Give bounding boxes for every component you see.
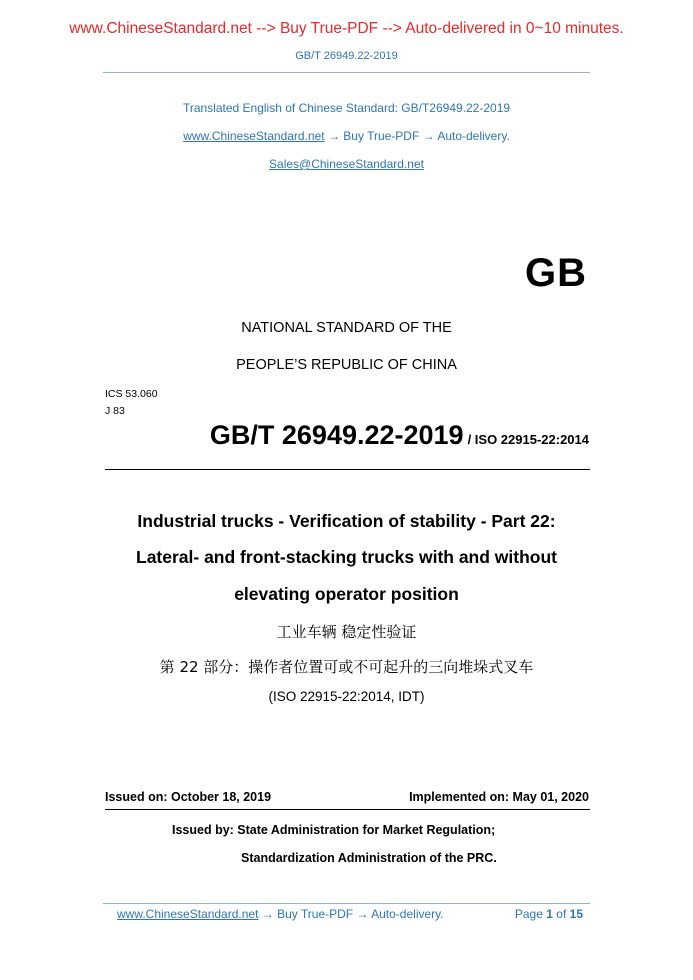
page-total: 15 xyxy=(569,907,583,921)
national-standard-line2: PEOPLE’S REPUBLIC OF CHINA xyxy=(236,357,457,373)
of-label: of xyxy=(556,907,567,921)
sales-email-link[interactable]: Sales@ChineseStandard.net xyxy=(269,157,424,171)
page-indicator xyxy=(515,907,583,921)
title-line-2: Lateral- and front-stacking trucks with and without xyxy=(136,547,557,567)
footer-buy-text: → Buy True-PDF → Auto-delivery. xyxy=(261,907,444,921)
national-standard-line1: NATIONAL STANDARD OF THE xyxy=(241,320,452,336)
top-banner[interactable]: www.ChineseStandard.net --> Buy True-PDF --> Auto-delivered in 0~10 minutes. xyxy=(69,20,624,37)
dates-divider xyxy=(105,809,590,810)
issued-by-line-2: Standardization Administration of the PRC. xyxy=(241,851,497,865)
page-label: Page xyxy=(514,907,543,921)
title-line-3: elevating operator position xyxy=(234,584,459,604)
gb-logo: GB xyxy=(525,251,587,295)
iso-equivalence: (ISO 22915-22:2014, IDT) xyxy=(268,689,425,704)
header-divider xyxy=(103,72,590,73)
ics-code: ICS 53.060 xyxy=(105,388,158,400)
standard-number: GB/T 26949.22-2019 xyxy=(209,420,464,450)
sales-line xyxy=(0,157,693,171)
issued-on-date: Issued on: October 18, 2019 xyxy=(105,790,272,804)
chinese-title-line-1: 工业车辆 稳定性验证 xyxy=(276,623,417,641)
standard-number-line xyxy=(210,420,589,451)
buy-text: → Buy True-PDF → Auto-delivery. xyxy=(327,129,510,143)
buy-line xyxy=(0,129,693,143)
translated-notice: Translated English of Chinese Standard: GB/T26949.22-2019 xyxy=(182,101,511,115)
ccs-code: J 83 xyxy=(105,405,125,417)
site-link[interactable]: www.ChineseStandard.net xyxy=(183,129,325,143)
page-current: 1 xyxy=(546,907,553,921)
standard-divider xyxy=(105,469,590,470)
issued-by-line-1: Issued by: State Administration for Market Regulation; xyxy=(172,823,496,837)
footer-buy-line xyxy=(117,907,444,921)
chinese-title-line-2: 第 22 部分：操作者位置可或不可起升的三向堆垛式叉车 xyxy=(159,658,534,676)
footer-site-link[interactable]: www.ChineseStandard.net xyxy=(117,907,259,921)
footer-divider xyxy=(103,903,590,904)
iso-reference: / ISO 22915-22:2014 xyxy=(467,432,589,447)
title-line-1: Industrial trucks - Verification of stability - Part 22: xyxy=(137,511,556,531)
header-standard-number: GB/T 26949.22-2019 xyxy=(295,50,398,62)
implemented-on-date: Implemented on: May 01, 2020 xyxy=(409,790,589,804)
